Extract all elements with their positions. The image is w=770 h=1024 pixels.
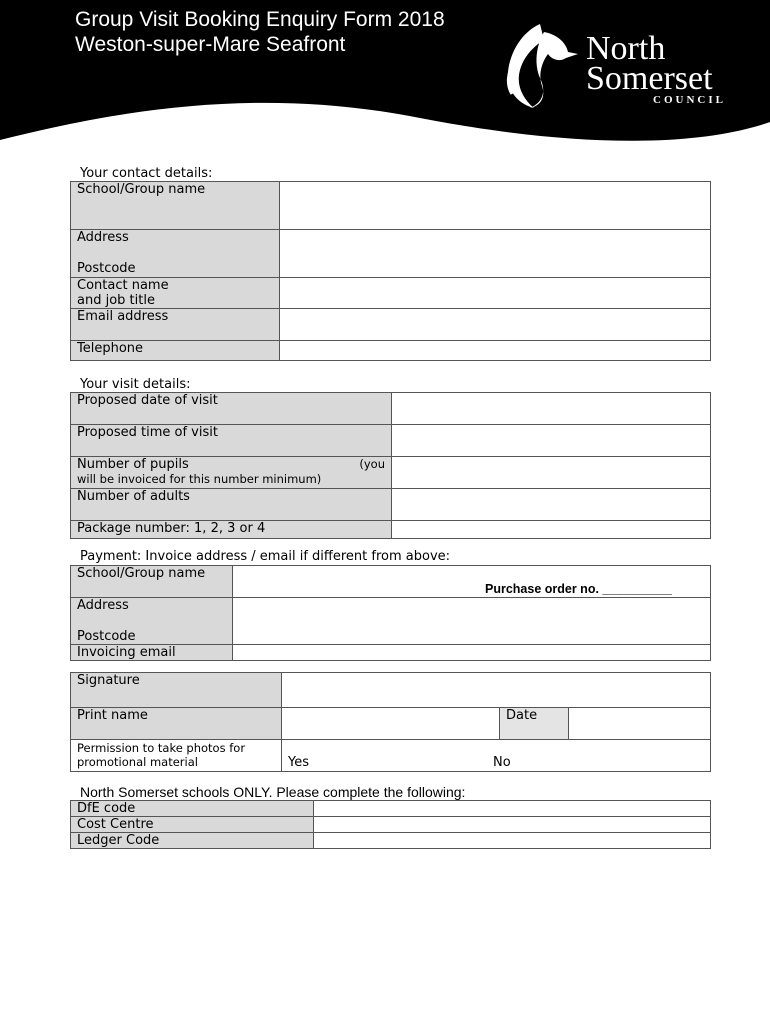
pupils-field[interactable] [392, 457, 711, 489]
print-name-field[interactable] [282, 708, 500, 740]
permission-line2: promotional material [77, 755, 198, 769]
ledger-code-label: Ledger Code [71, 833, 314, 849]
contact-heading: Your contact details: [80, 166, 213, 181]
visit-heading: Your visit details: [80, 377, 191, 392]
logo-somerset: Somerset [586, 60, 713, 97]
dfe-label: DfE code [71, 801, 314, 817]
signature-table [70, 672, 711, 772]
purchase-order-label[interactable]: Purchase order no. __________ [485, 582, 672, 596]
postcode-label: Postcode [77, 261, 136, 276]
payment-address-label: Address [77, 598, 129, 613]
visit-date-field[interactable] [392, 393, 711, 425]
contact-table [70, 181, 711, 361]
permission-line1: Permission to take photos for [77, 741, 246, 755]
visit-time-field[interactable] [392, 425, 711, 457]
schools-heading: North Somerset schools ONLY. Please complete the following: [80, 784, 466, 800]
dfe-field[interactable] [314, 801, 711, 817]
form-subtitle: Weston-super-Mare Seafront [75, 33, 346, 56]
contact-name-label: Contact name [77, 278, 169, 293]
permission-yes[interactable]: Yes [288, 755, 309, 770]
signature-label: Signature [71, 673, 282, 708]
header-banner [0, 0, 770, 145]
date-label: Date [500, 708, 569, 740]
pupils-note-start: (you [359, 457, 385, 471]
address-field[interactable] [280, 230, 711, 278]
payment-address-field[interactable] [233, 598, 711, 645]
payment-heading: Payment: Invoice address / email if different from above: [80, 549, 451, 564]
permission-options [282, 740, 711, 772]
permission-label-cell [71, 740, 282, 772]
pupils-label: Number of pupils [77, 457, 189, 472]
logo-north: North [586, 30, 666, 67]
payment-address-label-cell [71, 598, 233, 645]
package-label: Package number: 1, 2, 3 or 4 [71, 521, 392, 539]
address-label: Address [77, 230, 129, 245]
payment-table [70, 565, 711, 661]
visit-table [70, 392, 711, 539]
email-label: Email address [71, 309, 280, 341]
payment-school-label: School/Group name [71, 566, 233, 598]
invoicing-email-field[interactable] [233, 645, 711, 661]
council-logo [500, 22, 750, 112]
logo-council: COUNCIL [653, 94, 726, 106]
telephone-label: Telephone [71, 341, 280, 361]
email-field[interactable] [280, 309, 711, 341]
cost-centre-label: Cost Centre [71, 817, 314, 833]
permission-no[interactable]: No [493, 755, 511, 770]
date-field[interactable] [569, 708, 711, 740]
cost-centre-field[interactable] [314, 817, 711, 833]
print-name-label: Print name [71, 708, 282, 740]
school-label: School/Group name [71, 182, 280, 230]
pupils-label-cell [71, 457, 392, 489]
visit-time-label: Proposed time of visit [71, 425, 392, 457]
adults-label: Number of adults [71, 489, 392, 521]
invoicing-email-label: Invoicing email [71, 645, 233, 661]
ledger-code-field[interactable] [314, 833, 711, 849]
contact-label-cell [71, 278, 280, 309]
adults-field[interactable] [392, 489, 711, 521]
pupils-note: will be invoiced for this number minimum) [77, 472, 322, 486]
package-field[interactable] [392, 521, 711, 539]
job-title-label: and job title [77, 293, 155, 308]
form-title: Group Visit Booking Enquiry Form 2018 [75, 8, 445, 31]
visit-date-label: Proposed date of visit [71, 393, 392, 425]
contact-name-field[interactable] [280, 278, 711, 309]
address-label-cell [71, 230, 280, 278]
payment-postcode-label: Postcode [77, 629, 136, 644]
signature-field[interactable] [282, 673, 711, 708]
seahorse-logo-icon [500, 22, 580, 112]
telephone-field[interactable] [280, 341, 711, 361]
school-field[interactable] [280, 182, 711, 230]
schools-table [70, 800, 711, 849]
